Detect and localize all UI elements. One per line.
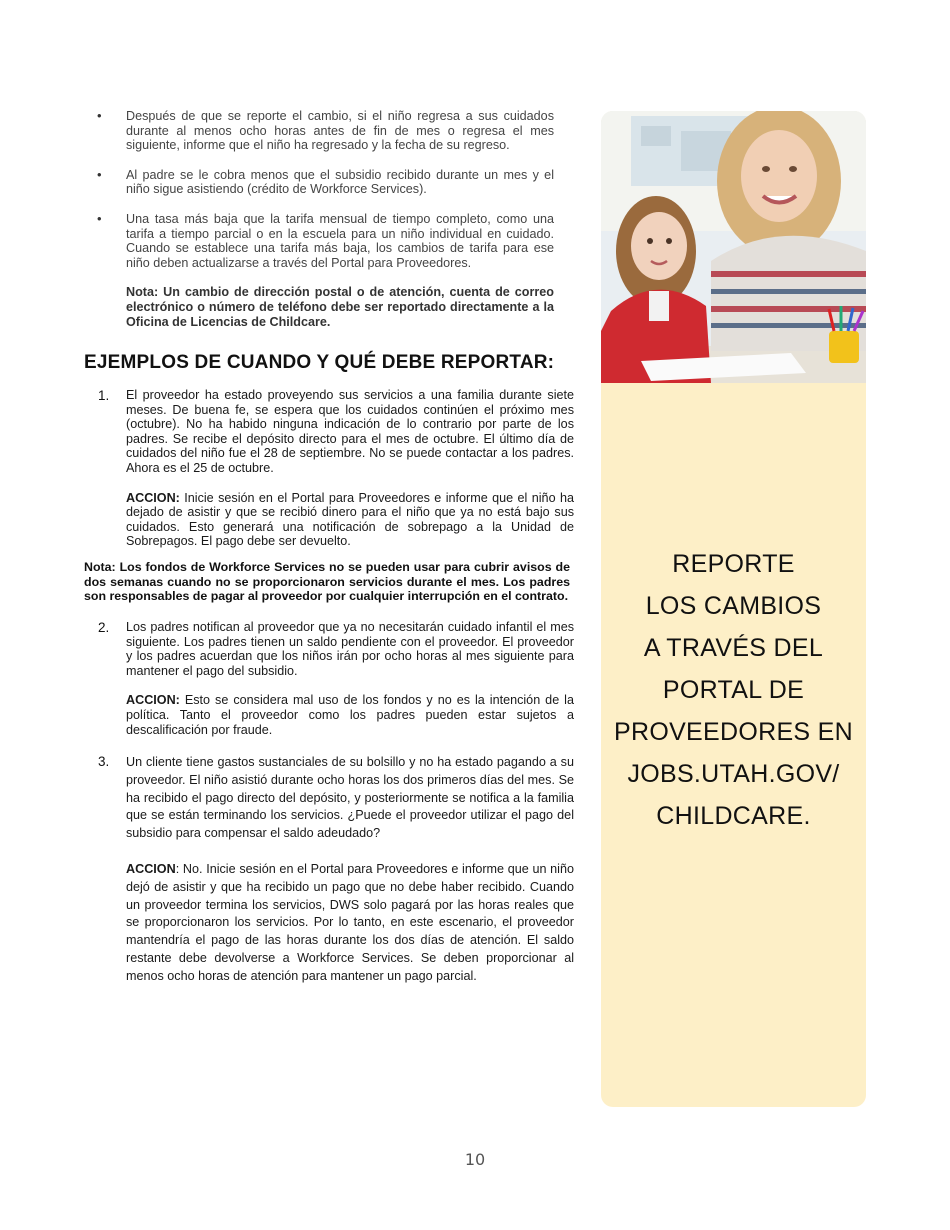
- bullet-section: [84, 109, 574, 329]
- example-text: El proveedor ha estado proveyendo sus servicios a una familia durante siete meses. De buena fe, se espera que los cuidados continúen el próximo mes (octubre). No ha habido ninguna indicación de lo contrario por parte de los padres. Se recibe el depósito directo para el mes de octubre. El último día de cuidados del niño fue el 28 de septiembre. No se puede contactar a los padres. Ahora es el 25 de octubre.: [126, 388, 574, 475]
- report-changes-callout: REPORTE LOS CAMBIOS A TRAVÉS DEL PORTAL DE PROVEEDORES EN JOBS.UTAH.GOV/ CHILDCARE.: [614, 550, 853, 830]
- accion-label: ACCION: [126, 861, 176, 876]
- funds-note: Nota: Los fondos de Workforce Services no se pueden usar para cubrir avisos de dos semanas cuando no se proporcionaron servicios durante el mes. Los padres son responsables de pagar al proveedor por cualquier interrupción en el contrato.: [84, 560, 570, 604]
- example-text: Los padres notifican al proveedor que ya no necesitarán cuidado infantil el mes siguiente. Los padres tienen un saldo pendiente con el proveedor. El proveedor y los padres acuerdan que los niños irán por ocho horas al mes siguiente para mantener el pago del subsidio.: [126, 620, 574, 678]
- accion-label: ACCION:: [126, 693, 180, 708]
- address-change-note: Nota: Un cambio de dirección postal o de atención, cuenta de correo electrónico o número de teléfono debe ser reportado directamente a la Oficina de Licencias de Childcare.: [126, 285, 554, 329]
- example-1: [84, 388, 574, 549]
- example-text: Un cliente tiene gastos sustanciales de su bolsillo y no ha estado pagando a su proveedor. El niño asistió durante ocho horas los dos primeros días del mes. Se ha recibido el pago directo del depósito, y posteriormente se notifica a la familia que se están terminando los servicios. ¿Puede el proveedor utilizar el pago del subsidio para compensar el saldo adeudado?: [126, 755, 574, 841]
- accion-label: ACCION:: [126, 490, 180, 505]
- section-heading: EJEMPLOS DE CUANDO Y QUÉ DEBE REPORTAR:: [84, 352, 555, 373]
- example-accion: ACCION: Inicie sesión en el Portal para Proveedores e informe que el niño ha dejado de asistir y que se recibió dinero para el niño que ya no está bajo sus cuidados. Esto generará una notificación de sobrepago a la Unidad de Sobrepagos. El pago debe ser devuelto.: [126, 490, 574, 549]
- bullet-icon: •: [97, 108, 102, 123]
- list-item: • Después de que se reporte el cambio, si el niño regresa a sus cuidados durante al menos ocho horas antes de fin de mes o regresa el mes siguiente, informe que el niño ha regresado y la fecha de su regreso.: [97, 108, 554, 153]
- example-number: 2.: [98, 620, 110, 635]
- example-number: 3.: [98, 754, 110, 769]
- sidebar-callout-box: [601, 111, 866, 1107]
- page-number: 10: [464, 1150, 486, 1169]
- bullet-list: [84, 109, 574, 270]
- teacher-child-photo: [601, 111, 866, 383]
- list-item: • Una tasa más baja que la tarifa mensual de tiempo completo, como una tarifa a tiempo parcial o en la escuela para un niño individual en cuidado. Cuando se establece una tarifa más baja, los cambios de tarifa para ese niño deben actualizarse a través del Portal para Proveedores.: [97, 210, 554, 270]
- bullet-icon: •: [97, 166, 102, 182]
- example-accion: ACCION: No. Inicie sesión en el Portal para Proveedores e informe que un niño dejó de asistir y que ha recibido un pago que no debe haber recibido. Cuando un proveedor termina los servicios, DWS solo pagará por las horas reales que se proporcionaron los servicios. Por lo tanto, en este escenario, el proveedor mantendría el pago de las horas durante los dos días de atención. El saldo restante debe devolverse a Workforce Services. Se deben proporcionar al menos ocho horas de atención para mantener un pago parcial.: [126, 861, 574, 983]
- example-number: 1.: [98, 388, 110, 403]
- list-item: • Al padre se le cobra menos que el subsidio recibido durante un mes y el niño sigue asistiendo (crédito de Workforce Services).: [97, 166, 554, 197]
- example-accion: ACCION: Esto se considera mal uso de los fondos y no es la intención de la política. Tanto el proveedor como los padres pueden estar sujetos a descalificación por fraude.: [126, 693, 574, 737]
- example-3: [84, 754, 574, 986]
- bullet-icon: •: [97, 210, 102, 226]
- example-2: [84, 620, 574, 737]
